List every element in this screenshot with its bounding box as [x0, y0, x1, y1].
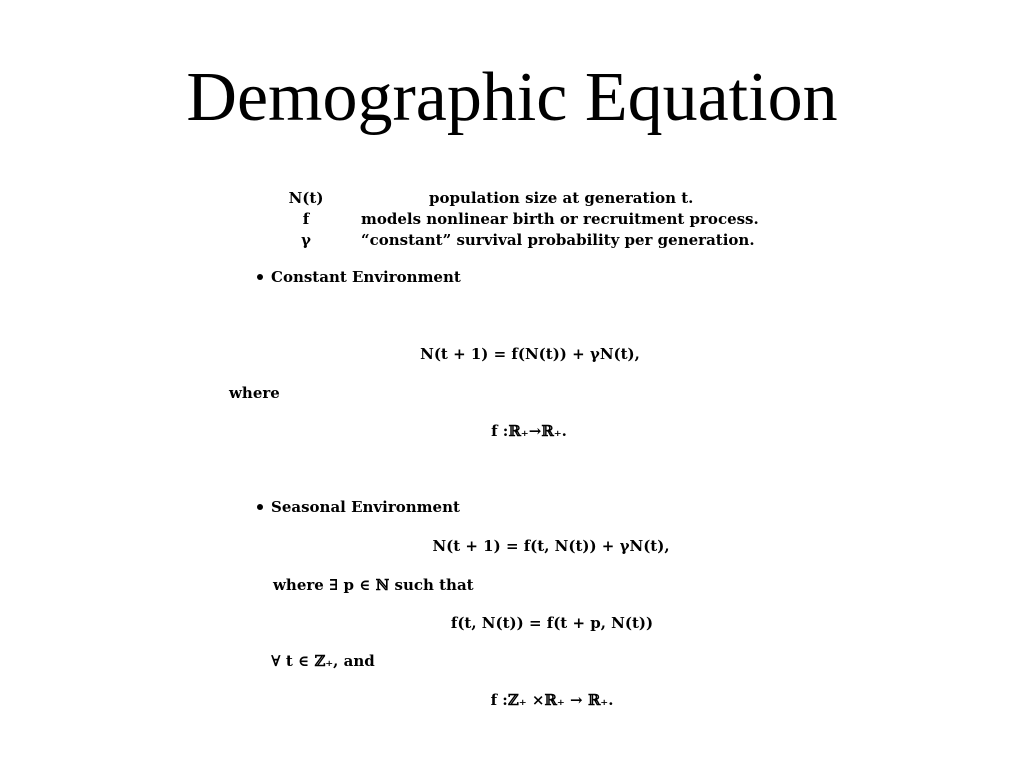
definition-description: models nonlinear birth or recruitment process. [361, 210, 759, 228]
definition-symbol: f [302, 210, 310, 228]
definition-symbol: γ [301, 231, 311, 249]
constant-mapping: f :ℝ₊→ℝ₊. [491, 422, 567, 440]
seasonal-mapping: f :ℤ₊ ×ℝ₊ → ℝ₊. [490, 691, 614, 709]
seasonal-equation: N(t + 1) = f(t, N(t)) + γN(t), [432, 537, 670, 555]
constant-equation: N(t + 1) = f(N(t)) + γN(t), [420, 345, 640, 363]
definition-description: population size at generation t. [429, 189, 694, 207]
bullet-heading: Seasonal Environment [271, 498, 460, 516]
condition-text: where ∃ p ∈ ℕ such that [273, 576, 474, 594]
bullet-seasonal-environment [257, 498, 460, 516]
quantifier-text: ∀ t ∈ ℤ₊, and [271, 652, 375, 670]
bullet-heading: Constant Environment [271, 268, 461, 286]
bullet-icon [257, 504, 263, 510]
definition-symbol: N(t) [288, 189, 324, 207]
slide-title: Demographic Equation [186, 59, 838, 136]
where-label: where [229, 384, 280, 402]
bullet-constant-environment [257, 268, 461, 286]
definition-description: “constant” survival probability per generation. [361, 231, 755, 249]
bullet-icon [257, 274, 263, 280]
periodicity-equation: f(t, N(t)) = f(t + p, N(t)) [450, 614, 654, 632]
